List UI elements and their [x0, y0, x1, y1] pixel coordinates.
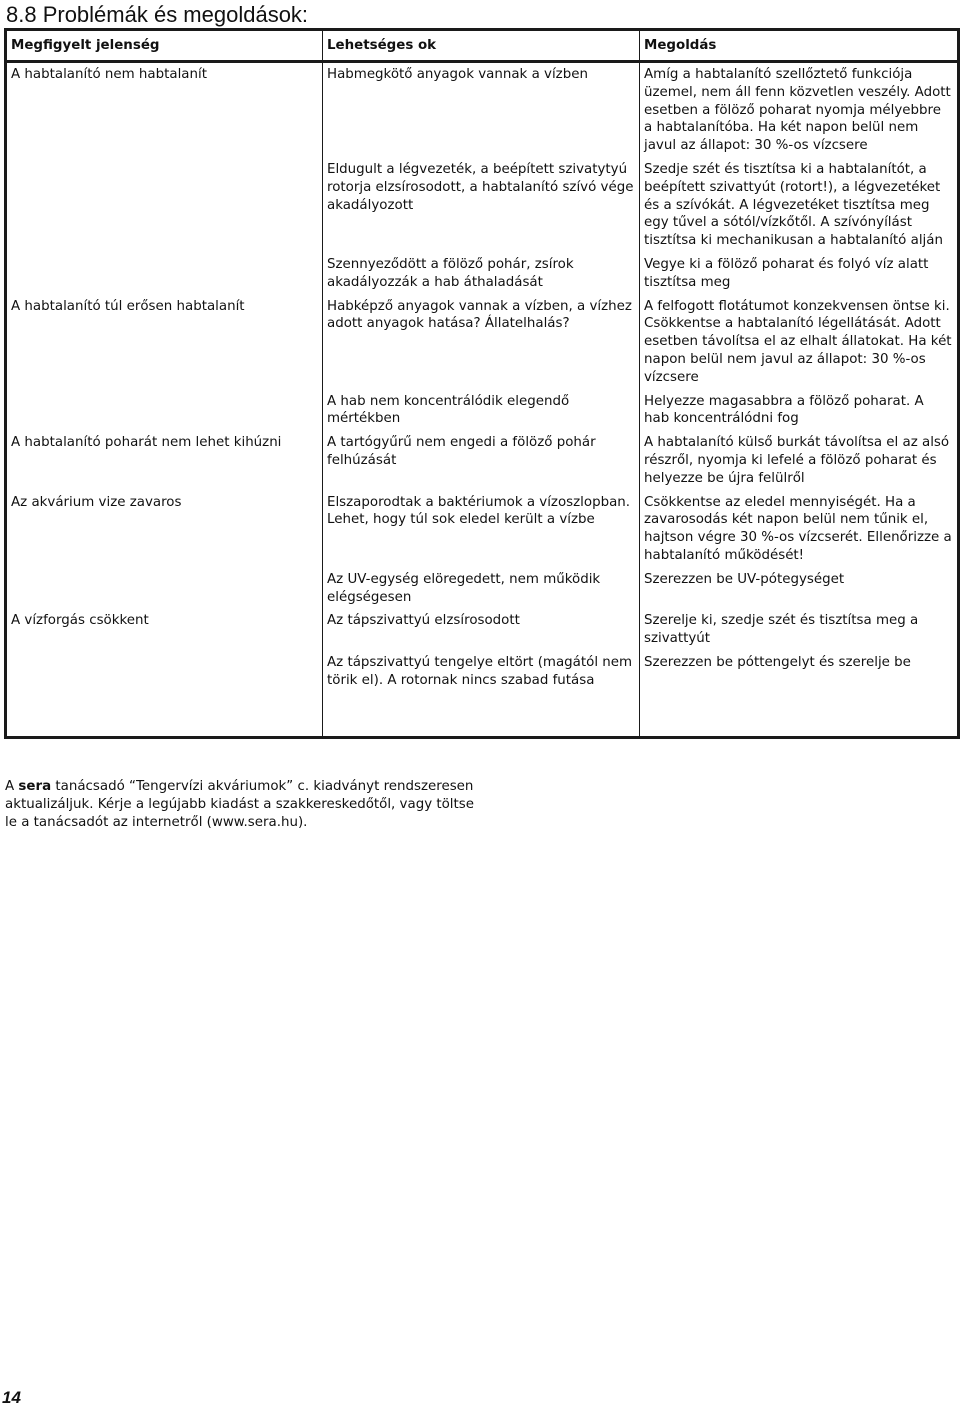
page-number: 14 — [2, 1388, 21, 1407]
solution-cell: Amíg a habtalanító szellőztető funkciója üzemel, nem áll fenn közvetlen veszély. Adott esetben a fölöző poharat nyomja mélyebbre a habtalanítóba. Ha két napon belül nem javul az állapot: 30 %-os vízcsere — [640, 62, 959, 159]
symptom-cell — [6, 569, 323, 611]
symptom-cell — [6, 254, 323, 296]
solution-cell: Helyezze magasabbra a fölöző poharat. A hab koncentrálódni fog — [640, 391, 959, 433]
header-symptom: Megfigyelt jelenség — [6, 30, 323, 62]
symptom-cell — [6, 391, 323, 433]
solution-cell: A habtalanító külső burkát távolítsa el az alsó részről, nyomja ki lefelé a fölöző poharat és helyezze be újra felülről — [640, 432, 959, 491]
solution-cell: Szerelje ki, szedje szét és tisztítsa meg a szivattyút — [640, 610, 959, 652]
cause-cell: Szennyeződött a fölöző pohár, zsírok akadályozzák a hab áthaladását — [323, 254, 640, 296]
symptom-cell — [6, 652, 323, 738]
table-row — [6, 62, 959, 159]
footnote-prefix: A — [5, 779, 19, 794]
header-cause: Lehetséges ok — [323, 30, 640, 62]
brand-name: sera — [18, 779, 52, 794]
cause-cell: Az tápszivattyú elzsírosodott — [323, 610, 640, 652]
solution-cell: Szerezzen be UV-pótegységet — [640, 569, 959, 611]
cause-cell: Az tápszivattyú tengelye eltört (magától nem törik el). A rotornak nincs szabad futása — [323, 652, 640, 738]
symptom-cell: Az akvárium vize zavaros — [11, 494, 182, 510]
cause-cell: Habmegkötő anyagok vannak a vízben — [323, 62, 640, 159]
cause-cell: A hab nem koncentrálódik elegendő mértékben — [323, 391, 640, 433]
solution-cell: Szerezzen be póttengelyt és szerelje be — [640, 652, 959, 738]
table-row — [6, 652, 959, 738]
table-row — [6, 254, 959, 296]
symptom-cell: A vízforgás csökkent — [11, 613, 149, 629]
solution-cell: Csökkentse az eledel mennyiségét. Ha a zavarosodás két napon belül nem tűnik el, hajtson végre 30 %-os vízcserét. Ellenőrizze a habtalanító működését! — [640, 492, 959, 569]
table-row — [6, 159, 959, 254]
symptom-cell: A habtalanító poharát nem lehet kihúzni — [11, 435, 282, 451]
symptom-cell: A habtalanító túl erősen habtalanít — [11, 298, 245, 314]
header-solution: Megoldás — [640, 30, 959, 62]
table-row — [6, 610, 959, 652]
cause-cell: Elszaporodtak a baktériumok a vízoszlopban. Lehet, hogy túl sok eledel került a vízbe — [323, 492, 640, 569]
solution-cell: Vegye ki a fölöző poharat és folyó víz alatt tisztítsa meg — [640, 254, 959, 296]
footnote-text: tanácsadó “Tengervízi akváriumok” c. kiadványt rendszeresen aktualizáljuk. Kérje a legújabb kiadást a szakkereskedőtől, vagy töltse le a tanácsadót az internetről (www.sera.hu). — [5, 779, 474, 830]
footnote — [5, 778, 485, 832]
troubleshooting-table — [4, 28, 960, 739]
cause-cell: Habképző anyagok vannak a vízben, a vízhez adott anyagok hatása? Állatelhalás? — [323, 296, 640, 391]
symptom-cell — [6, 159, 323, 254]
table-row — [6, 432, 959, 491]
table-row — [6, 296, 959, 391]
cause-cell: Eldugult a légvezeték, a beépített szivatytyú rotorja elzsírosodott, a habtalanító szívó vége akadályozott — [323, 159, 640, 254]
cause-cell: A tartógyűrű nem engedi a fölöző pohár felhúzását — [323, 432, 640, 491]
table-header-row — [6, 30, 959, 62]
table-row — [6, 391, 959, 433]
cause-cell: Az UV-egység elöregedett, nem működik elégségesen — [323, 569, 640, 611]
table-row — [6, 569, 959, 611]
solution-cell: Szedje szét és tisztítsa ki a habtalanítót, a beépített szivattyút (rotort!), a légvezetéket és a szívókát. A légvezetéket tisztítsa meg egy tűvel a sótól/vízkőtől. A szívónyílást tisztítsa ki mechanikusan a habtalanító alján — [640, 159, 959, 254]
table-row — [6, 492, 959, 569]
solution-cell: A felfogott flotátumot konzekvensen öntse ki. Csökkentse a habtalanító légellátását. Adott esetben távolítsa el az elhalt állatokat. Ha két napon belül nem javul az állapot: 30 %-os vízcsere — [640, 296, 959, 391]
page-title: 8.8 Problémák és megoldások: — [6, 2, 309, 27]
symptom-cell: A habtalanító nem habtalanít — [11, 67, 207, 82]
